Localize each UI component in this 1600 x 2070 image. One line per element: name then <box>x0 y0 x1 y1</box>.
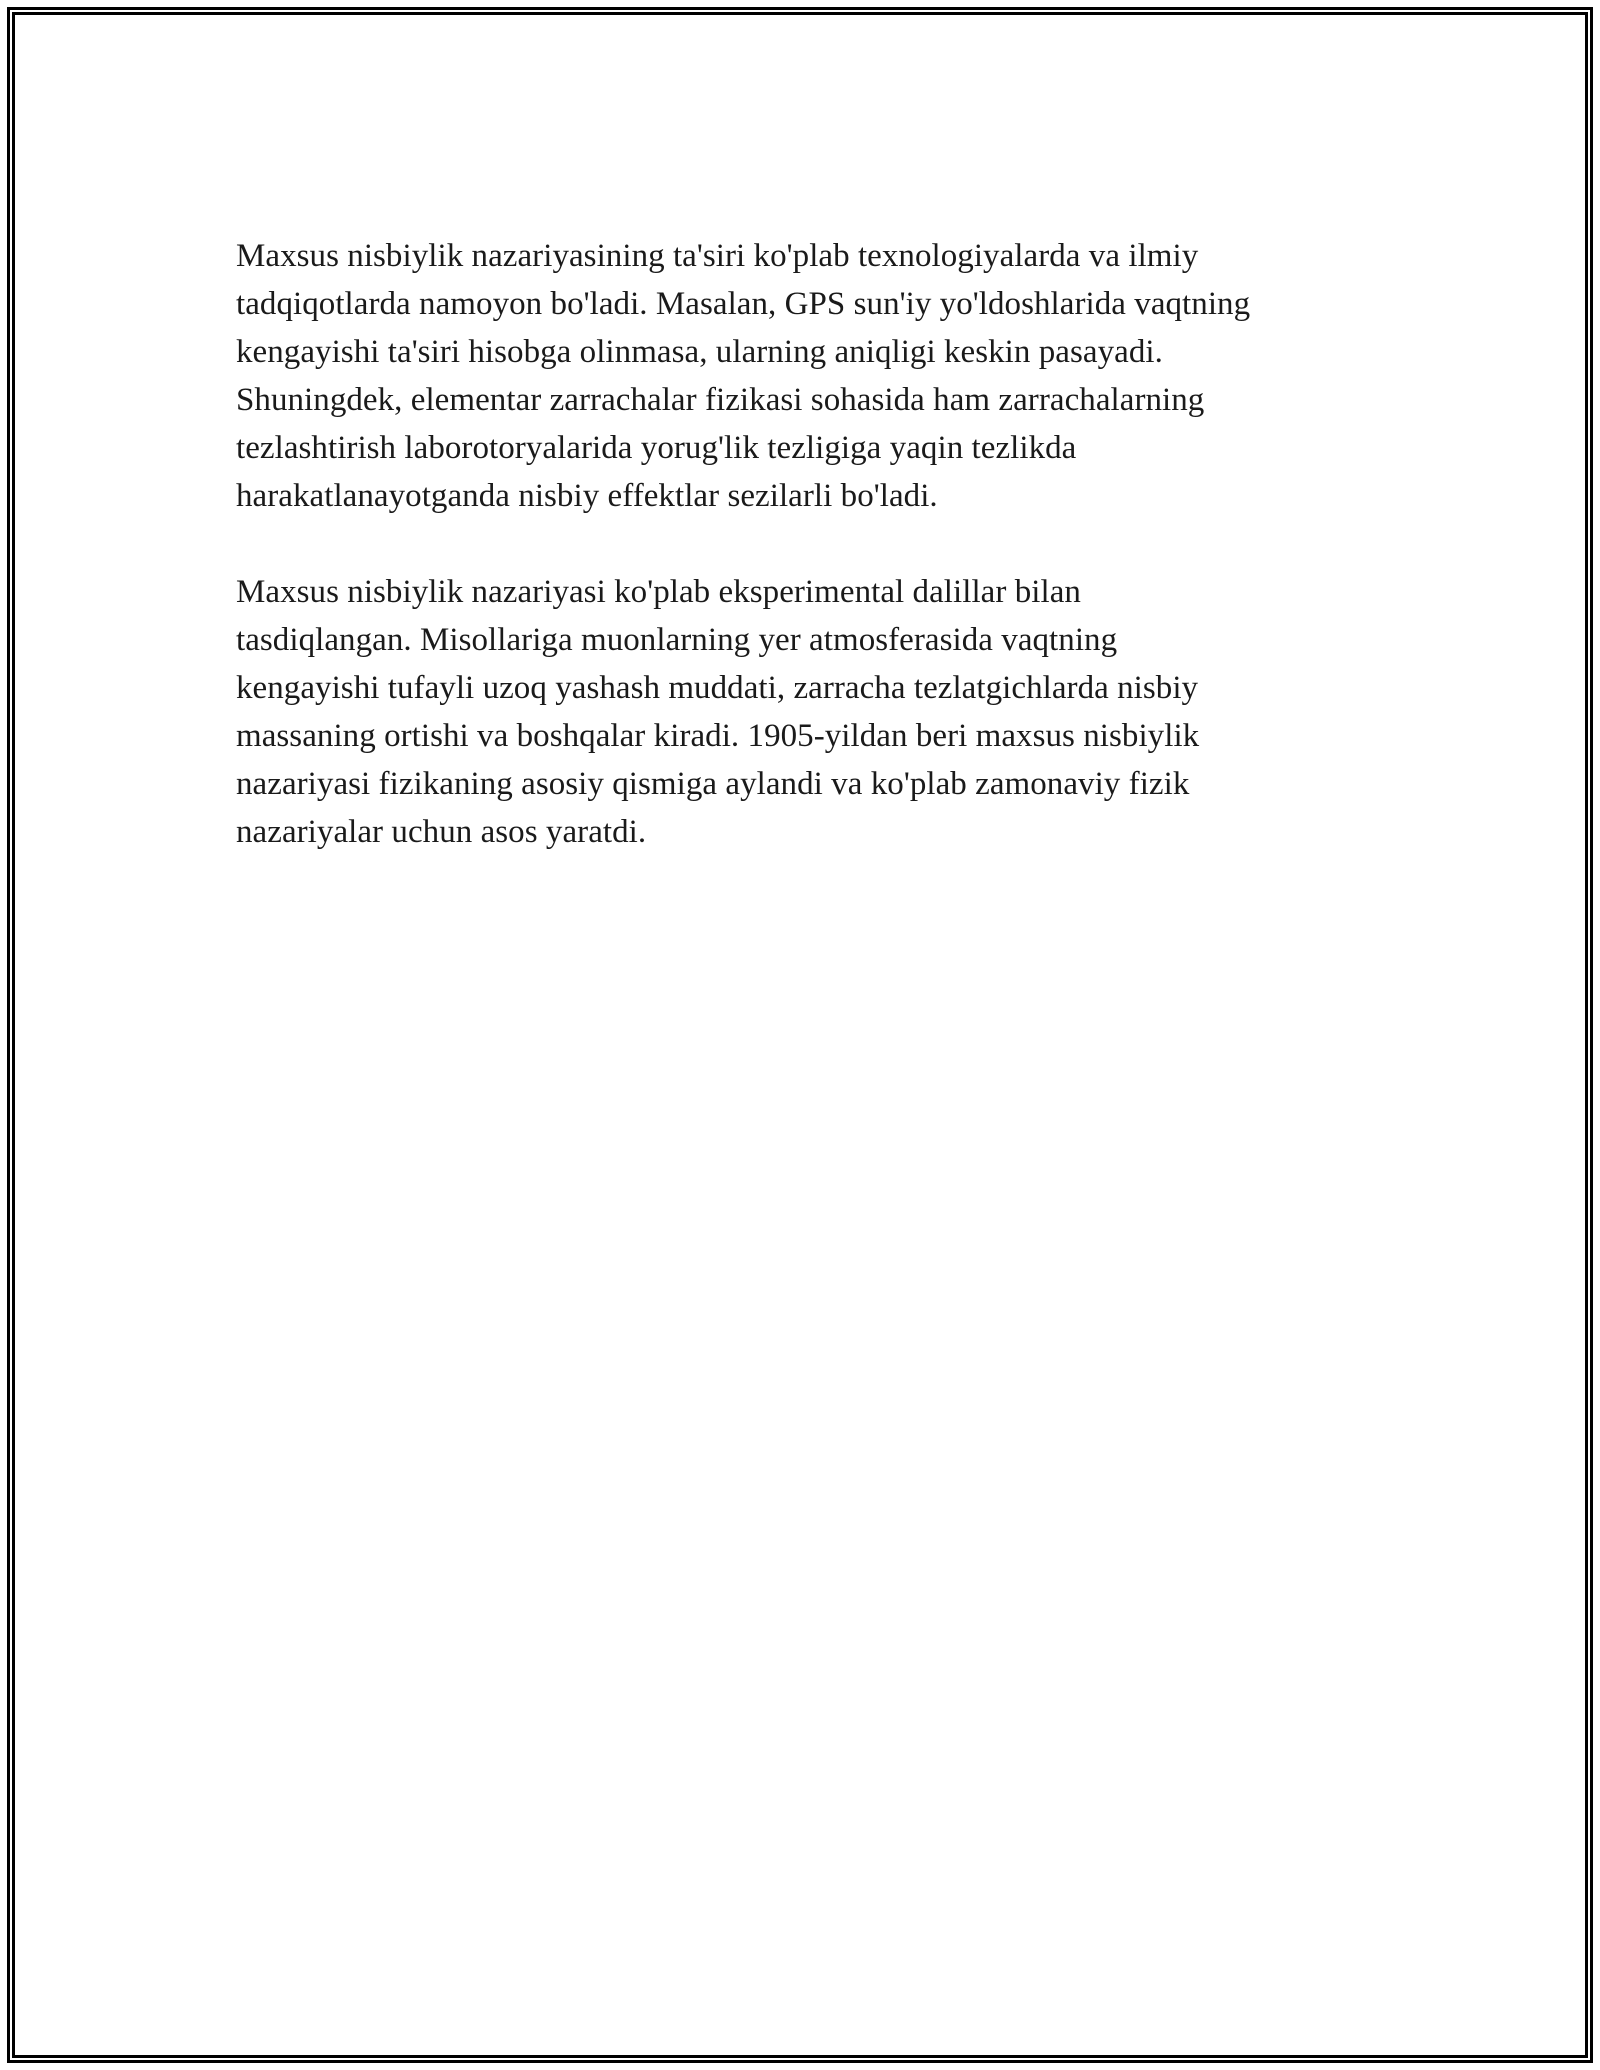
text-line: kengayishi tufayli uzoq yashash muddati, zarracha tezlatgichlarda nisbiy <box>236 670 1199 706</box>
text-line: nazariyalar uchun asos yaratdi. <box>236 814 647 850</box>
text-line: nazariyasi fizikaning asosiy qismiga aylandi va ko'plab zamonaviy fizik <box>236 766 1190 802</box>
document-body <box>236 232 1366 856</box>
paragraph-1 <box>236 232 1366 520</box>
text-line: tezlashtirish laborotoryalarida yorug'lik tezligiga yaqin tezlikda <box>236 430 1077 466</box>
text-line: tasdiqlangan. Misollariga muonlarning yer atmosferasida vaqtning <box>236 622 1118 658</box>
text-line: harakatlanayotganda nisbiy effektlar sezilarli bo'ladi. <box>236 478 938 514</box>
text-line: Shuningdek, elementar zarrachalar fizikasi sohasida ham zarrachalarning <box>236 382 1205 418</box>
text-line: kengayishi ta'siri hisobga olinmasa, ularning aniqligi keskin pasayadi. <box>236 334 1163 370</box>
paragraph-2 <box>236 568 1366 856</box>
text-line: Maxsus nisbiylik nazariyasi ko'plab eksperimental dalillar bilan <box>236 574 1081 610</box>
text-line: Maxsus nisbiylik nazariyasining ta'siri ko'plab texnologiyalarda va ilmiy <box>236 238 1199 274</box>
text-line: tadqiqotlarda namoyon bo'ladi. Masalan, GPS sun'iy yo'ldoshlarida vaqtning <box>236 286 1251 322</box>
text-line: massaning ortishi va boshqalar kiradi. 1905-yildan beri maxsus nisbiylik <box>236 718 1200 754</box>
